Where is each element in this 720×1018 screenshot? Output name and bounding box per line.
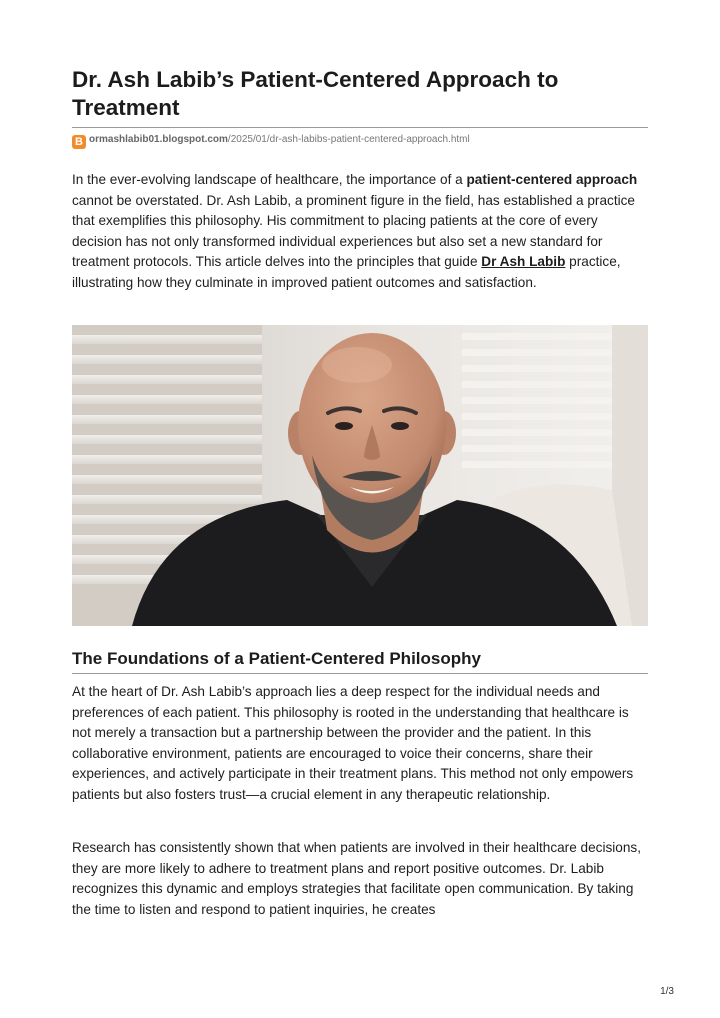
section-paragraph-1: At the heart of Dr. Ash Labib’s approach lies a deep respect for the individual needs and preferences of each patient. This philosophy is rooted in the understanding that healthcare is not merely a transaction but a partnership between the provider and the patient. In this collaborative environment, patients are encouraged to voice their concerns, share their experiences, and actively participate in their treatment plans. This method not only empowers patients but also fosters trust—a crucial element in any therapeutic relationship. (72, 684, 634, 802)
source-url[interactable] (72, 132, 470, 148)
intro-text-3: practice, illustrating how they culminate in improved patient outcomes and satisfaction. (72, 254, 621, 290)
section-divider (72, 673, 648, 674)
intro-text-2: cannot be overstated. Dr. Ash Labib, a prominent figure in the field, has established a practice that exemplifies this philosophy. His commitment to placing patients at the core of every decision has not only transformed individual experiences but also set a new standard for treatment protocols. This article delves into the principles that guide (72, 192, 635, 269)
title-divider (72, 127, 648, 128)
blogger-icon: B (72, 135, 86, 149)
intro-text-1: In the ever-evolving landscape of healthcare, the importance of a (72, 172, 467, 187)
dr-ash-labib-link[interactable]: Dr Ash Labib (481, 254, 566, 269)
portrait-illustration (72, 325, 648, 626)
page-number: 1/3 (660, 986, 674, 997)
page-title: Dr. Ash Labib’s Patient-Centered Approach to Treatment (72, 67, 559, 120)
intro-paragraph (72, 170, 648, 293)
source-domain[interactable]: ormashlabib01.blogspot.com (89, 134, 228, 145)
intro-bold-phrase: patient-centered approach (466, 172, 638, 187)
section-paragraph-2: Research has consistently shown that when patients are involved in their healthcare decisions, they are more likely to adhere to treatment plans and report positive outcomes. Dr. Labib recognizes this dynamic and employs strategies that facilitate open communication. By taking the time to listen and respond to patient inquiries, he creates (72, 840, 641, 917)
doctor-portrait-photo (72, 325, 648, 626)
section-heading: The Foundations of a Patient-Centered Philosophy (72, 649, 481, 668)
source-path[interactable]: /2025/01/dr-ash-labibs-patient-centered-approach.html (227, 134, 470, 145)
